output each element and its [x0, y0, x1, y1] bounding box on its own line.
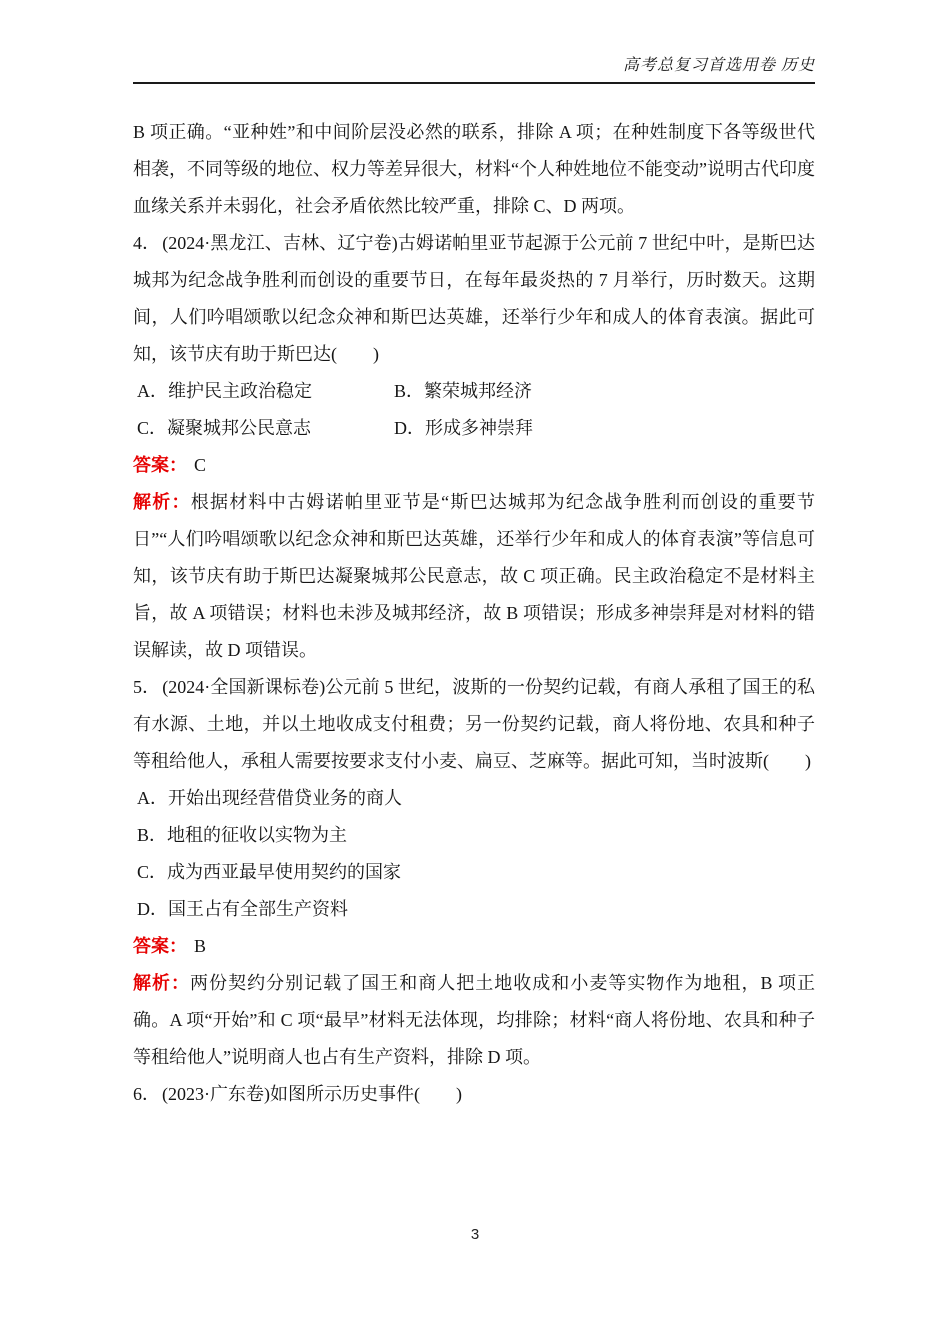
question-5-option-b	[137, 817, 815, 854]
question-5-option-c	[137, 854, 815, 891]
page-footer	[0, 1226, 950, 1243]
analysis-text: 根据材料中古姆诺帕里亚节是“斯巴达城邦为纪念战争胜利而创设的重要节日”“人们吟唱颂歌以纪念众神和斯巴达英雄，还举行少年和成人的体育表演”等信息可知，该节庆有助于斯巴达凝聚城邦公民意志，故 C 项正确。民主政治稳定不是材料主旨，故 A 项错误；材料也未涉及城邦经济，故 B 项错误；形成多神崇拜是对材料的错误解读，故 D 项错误。	[133, 492, 815, 660]
option-text: 凝聚城邦公民意志	[167, 418, 312, 438]
answer-value: B	[194, 936, 207, 956]
question-4-option-a	[137, 373, 394, 410]
question-5-answer-line	[133, 928, 815, 965]
question-5-options	[133, 780, 815, 928]
question-6-stem	[133, 1076, 815, 1113]
question-5-option-d	[137, 891, 815, 928]
question-5-number: 5．	[133, 677, 161, 697]
question-4-answer-line	[133, 447, 815, 484]
option-text: 成为西亚最早使用契约的国家	[167, 862, 402, 882]
question-4-stem	[133, 225, 815, 373]
question-4-option-d	[394, 410, 815, 447]
analysis-continuation-paragraph: B 项正确。“亚种姓”和中间阶层没必然的联系，排除 A 项；在种姓制度下各等级世代相袭，不同等级的地位、权力等差异很大，材料“个人种姓地位不能变动”说明古代印度血缘关系并未弱化，社会矛盾依然比较严重，排除 C、D 两项。	[133, 122, 815, 216]
question-6-text: (2023·广东卷)如图所示历史事件( )	[162, 1084, 462, 1104]
question-5-text: (2024·全国新课标卷)公元前 5 世纪，波斯的一份契约记载，有商人承租了国王的私有水源、土地，并以土地收成支付租费；另一份契约记载，商人将份地、农具和种子等租给他人，承租人需要按要求支付小麦、扁豆、芝麻等。据此可知，当时波斯( )	[133, 677, 816, 771]
answer-value: C	[194, 455, 207, 475]
option-label: A．	[137, 381, 168, 401]
option-text: 地租的征收以实物为主	[167, 825, 348, 845]
option-label: C．	[137, 418, 168, 438]
page-header	[133, 52, 815, 84]
header-title: 高考总复习首选用卷 历史	[622, 57, 815, 74]
option-text: 维护民主政治稳定	[168, 381, 312, 401]
option-text: 国王占有全部生产资料	[168, 899, 348, 919]
option-label: D．	[137, 899, 168, 919]
page-number: 3	[470, 1226, 480, 1243]
option-text: 形成多神崇拜	[425, 418, 533, 438]
option-text: 开始出现经营借贷业务的商人	[168, 788, 402, 808]
answer-label: 答案：	[133, 455, 187, 475]
option-label: D．	[394, 418, 425, 438]
question-5-option-a	[137, 780, 815, 817]
document-body	[133, 114, 815, 1113]
question-5-stem	[133, 669, 815, 780]
question-6-number: 6．	[133, 1084, 160, 1104]
option-label: A．	[137, 788, 168, 808]
option-label: C．	[137, 862, 168, 882]
option-text: 繁荣城邦经济	[424, 381, 533, 401]
question-4-options	[133, 373, 815, 447]
answer-label: 答案：	[133, 936, 187, 956]
analysis-label: 解析：	[133, 492, 191, 512]
option-label: B．	[394, 381, 425, 401]
question-4-number: 4．	[133, 233, 161, 253]
analysis-label: 解析：	[133, 973, 191, 993]
question-4-option-c	[137, 410, 394, 447]
option-label: B．	[137, 825, 168, 845]
question-4-analysis	[133, 484, 815, 669]
analysis-text: 两份契约分别记载了国王和商人把土地收成和小麦等实物作为地租，B 项正确。A 项“开始”和 C 项“最早”材料无法体现，均排除；材料“商人将份地、农具和种子等租给他人”说明商人也占有生产资料，排除 D 项。	[133, 973, 815, 1067]
question-5-analysis	[133, 965, 815, 1076]
question-4-text: (2024·黑龙江、吉林、辽宁卷)古姆诺帕里亚节起源于公元前 7 世纪中叶，是斯巴达城邦为纪念战争胜利而创设的重要节日，在每年最炎热的 7 月举行，历时数天。这期间，人们吟唱颂歌以纪念众神和斯巴达英雄，还举行少年和成人的体育表演。据此可知，该节庆有助于斯巴达( )	[133, 233, 816, 364]
question-4-option-b	[394, 373, 815, 410]
